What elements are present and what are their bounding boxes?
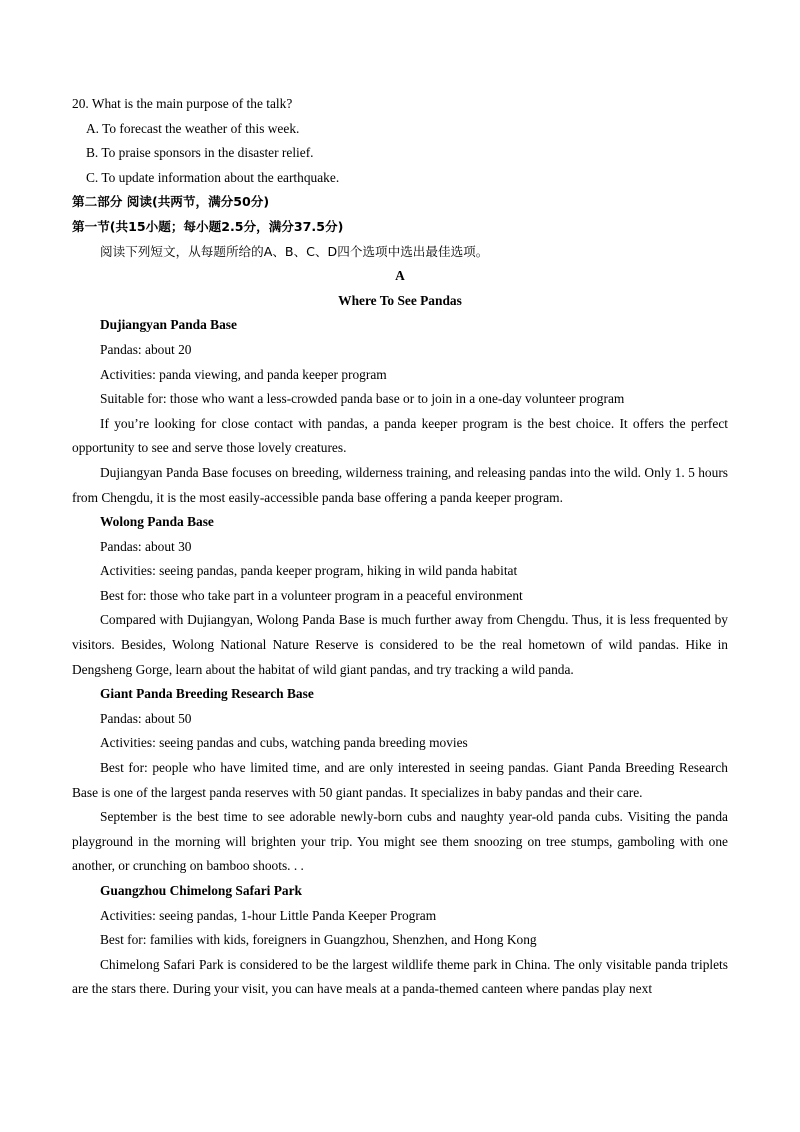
base-detail: Best for: families with kids, foreigners in Guangzhou, Shenzhen, and Hong Kong — [100, 932, 537, 948]
base-detail: Activities: panda viewing, and panda keeper program — [100, 366, 387, 382]
paragraph: September is the best time to see adorable newly-born cubs and naughty year-old panda cubs. Visiting the panda playground in the morning will brighten your trip. You might see them snoozing on tree stumps, gamboling with one another, or crunching on bamboo shoots. . . — [72, 809, 728, 874]
base-detail: Pandas: about 30 — [100, 538, 192, 554]
document-page — [72, 92, 728, 1002]
question-20-option-b: B. To praise sponsors in the disaster relief. — [86, 145, 314, 161]
question-20-option-a: A. To forecast the weather of this week. — [86, 120, 300, 136]
base-name: Guangzhou Chimelong Safari Park — [100, 883, 302, 898]
base-detail: Activities: seeing pandas, 1-hour Little Panda Keeper Program — [100, 907, 437, 923]
base-detail: Activities: seeing pandas, panda keeper program, hiking in wild panda habitat — [100, 563, 518, 579]
base-name: Giant Panda Breeding Research Base — [100, 686, 314, 702]
paragraph: Chimelong Safari Park is considered to be the largest wildlife theme park in China. The only visitable panda triplets are the stars there. During your visit, you can have meals at a panda-themed canteen where pandas play next — [72, 956, 728, 997]
paragraph: Compared with Dujiangyan, Wolong Panda Base is much further away from Chengdu. Thus, it is less frequented by visitors. Besides, Wolong National Nature Reserve is considered to be the real hometown of wild pandas. Hike in Dengsheng Gorge, learn about the habitat of wild giant pandas, and try tracking a wild panda. — [72, 612, 728, 677]
base-detail: Best for: those who take part in a volunteer program in a peaceful environment — [100, 587, 523, 603]
base-detail: Pandas: about 20 — [100, 341, 192, 357]
passage-label: A — [395, 268, 405, 284]
base-detail: Suitable for: those who want a less-crowded panda base or to join in a one-day volunteer program — [100, 391, 625, 407]
subsection-heading: 第一节(共15小题；每小题2.5分，满分37.5分) — [72, 218, 344, 234]
part-heading: 第二部分 阅读(共两节，满分50分) — [72, 194, 270, 210]
passage-title: Where To See Pandas — [338, 292, 462, 308]
base-name: Dujiangyan Panda Base — [100, 317, 237, 333]
base-detail: Pandas: about 50 — [100, 710, 192, 726]
paragraph: Dujiangyan Panda Base focuses on breeding, wilderness training, and releasing pandas into the wild. Only 1. 5 hours from Chengdu, it is the most easily-accessible panda base offering a panda keeper program. — [72, 464, 728, 505]
paragraph: If you’re looking for close contact with pandas, a panda keeper program is the best choice. It offers the perfect opportunity to see and serve those lovely creatures. — [72, 415, 728, 456]
question-20-option-c: C. To update information about the earthquake. — [86, 169, 340, 185]
question-20-stem: 20. What is the main purpose of the talk? — [72, 96, 293, 111]
paragraph: Best for: people who have limited time, and are only interested in seeing pandas. Giant Panda Breeding Research Base is one of the largest panda reserves with 50 giant pandas. It specializes in baby pandas and their care. — [72, 760, 728, 800]
base-name: Wolong Panda Base — [100, 514, 214, 530]
base-detail: Activities: seeing pandas and cubs, watching panda breeding movies — [100, 735, 468, 751]
instruction: 阅读下列短文，从每题所给的A、B、C、D四个选项中选出最佳选项。 — [100, 243, 489, 259]
